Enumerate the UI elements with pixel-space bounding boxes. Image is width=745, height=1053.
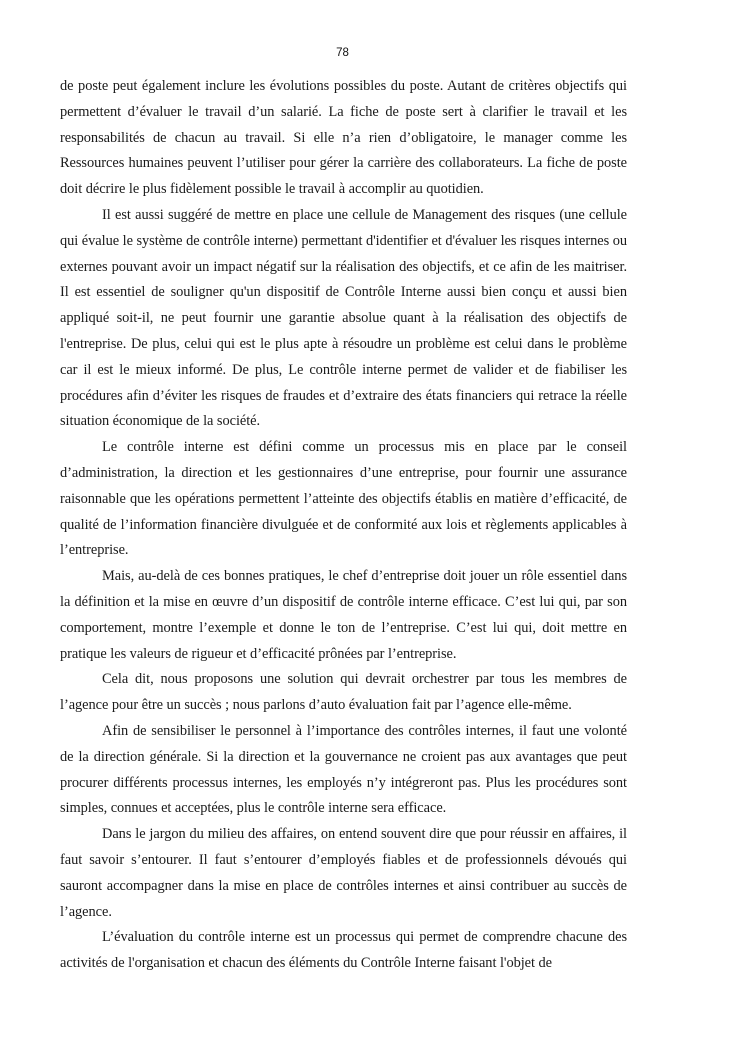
paragraph-internal-control-definition: Le contrôle interne est défini comme un processus mis en place par le conseil d’administration, la direction et les gestionnaires d’une entreprise, pour fournir une assurance raisonnable que les opérations permettent l’atteinte des objectifs établis en matière d’efficacité, de qualité de l’information financière divulguée et de conformité aux lois et règlements applicables à l’entreprise. xyxy=(60,439,627,559)
paragraph-business-jargon: Dans le jargon du milieu des affaires, on entend souvent dire que pour réussir en affaires, il faut savoir s’entourer. Il faut s’entourer d’employés fiables et de professionnels dévoués qui sauront accompagner dans la mise en place de contrôles internes et ainsi contribuer au succès de l’agence. xyxy=(60,826,627,920)
paragraph-continuation: de poste peut également inclure les évolutions possibles du poste. Autant de critères objectifs qui permettent d’évaluer le travail d’un salarié. La fiche de poste sert à clarifier le travail et les responsabilités de chacun au travail. Si elle n’a rien d’obligatoire, le manager comme les Ressources humaines peuvent l’utiliser pour gérer la carrière des collaborateurs. La fiche de poste doit décrire le plus fidèlement possible le travail à accomplir au quotidien. xyxy=(60,78,627,198)
page-body xyxy=(60,74,627,977)
page-number: 78 xyxy=(336,47,349,59)
paragraph-awareness: Afin de sensibiliser le personnel à l’importance des contrôles internes, il faut une volonté de la direction générale. Si la direction et la gouvernance ne croient pas aux avantages que peut procurer différents processus internes, les employés n’y intégreront pas. Plus les procédures sont simples, connues et acceptées, plus le contrôle interne sera efficace. xyxy=(60,722,627,817)
paragraph-risk-management: Il est aussi suggéré de mettre en place une cellule de Management des risques (une cellule qui évalue le système de contrôle interne) permettant d'identifier et d'évaluer les risques internes ou externes pouvant avoir un impact négatif sur la réalisation des objectifs, et ce afin de les maitriser. Il est essentiel de souligner qu'un dispositif de Contrôle Interne aussi bien conçu et aussi bien appliqué soit-il, ne peut fournir une garantie absolue quant à la réalisation des objectifs de l'entreprise. De plus, celui qui est le plus apte à résoudre un problème est celui dans le problème car il est le mieux informé. De plus, Le contrôle interne permet de valider et de fiabiliser les procédures afin d’éviter les risques de fraudes et d’extraire des états financiers qui retrace la réelle situation économique de la société. xyxy=(60,206,627,430)
paragraph-leadership-role: Mais, au-delà de ces bonnes pratiques, le chef d’entreprise doit jouer un rôle essentiel dans la définition et la mise en œuvre d’un dispositif de contrôle interne efficace. C’est lui qui, par son comportement, montre l’exemple et donne le ton de l’entreprise. C’est lui qui, doit mettre en pratique les valeurs de rigueur et d’efficacité prônées par l’entreprise. xyxy=(60,568,627,662)
paragraph-self-assessment: Cela dit, nous proposons une solution qui devrait orchestrer par tous les membres de l’agence pour être un succès ; nous parlons d’auto évaluation fait par l’agence elle-même. xyxy=(60,671,627,714)
paragraph-evaluation: L’évaluation du contrôle interne est un processus qui permet de comprendre chacune des activités de l'organisation et chacun des éléments du Contrôle Interne faisant l'objet de xyxy=(60,929,627,972)
